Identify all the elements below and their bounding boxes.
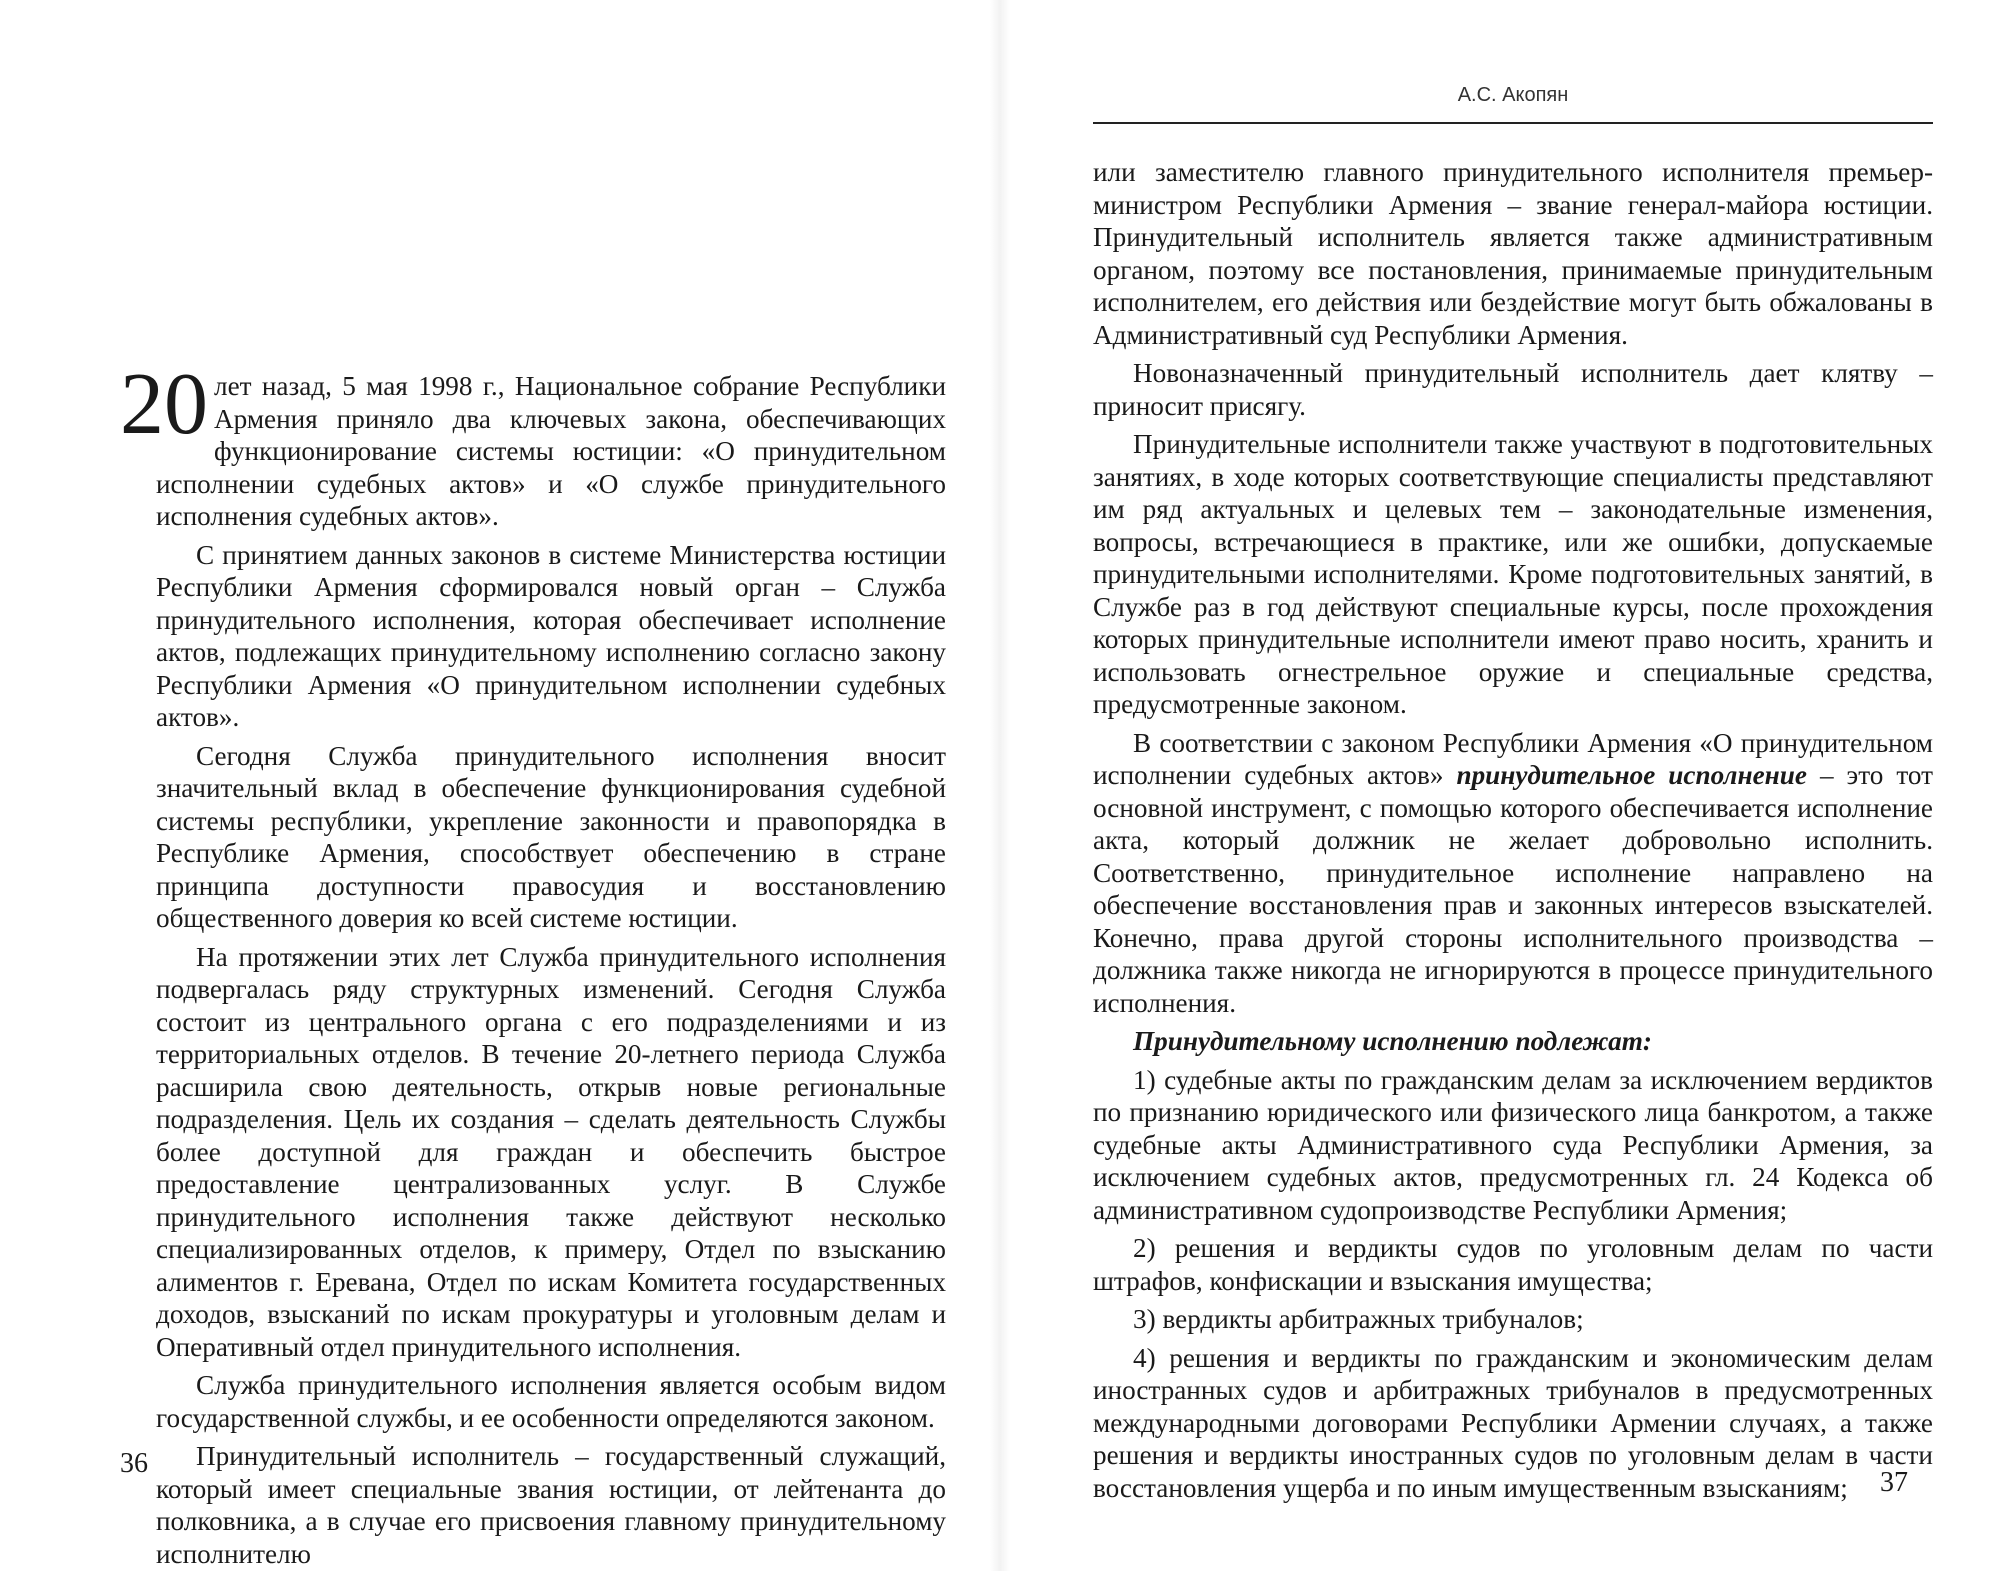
paragraph: На протяжении этих лет Служба принудительного исполнения подвергалась ряду структурных изменений. Сегодня Служба состоит из центрального органа с его подразделениями и из территориальных отделов. В течение 20-летнего периода Служба расширила свою деятельность, открыв новые региональные подразделения. Цель их создания – сделать деятельность Службы более доступной для граждан и обеспечить быстрое предоставление централизованных услуг. В Службе принудительного исполнения также действуют несколько специализированных отделов, к примеру, Отдел по взысканию алиментов г. Еревана, Отдел по искам Комитета государственных доходов, взысканий по искам прокуратуры и уголовным делам и Оперативный отдел принудительного исполнения.	[156, 941, 946, 1362]
header-rule	[1093, 122, 1933, 124]
paragraph	[1093, 727, 1933, 1020]
defined-term: принудительное исполнение	[1456, 760, 1807, 790]
drop-cap: 20	[120, 356, 208, 453]
paragraph: Принудительные исполнители также участвуют в подготовительных занятиях, в ходе которых соответствующие специалисты представляют им ряд актуальных и целевых тем – законодательные изменения, вопросы, встречающиеся в практике, или же ошибки, допускаемые принудительными исполнителями. Кроме подготовительных занятий, в Службе раз в год действуют специальные курсы, после прохождения которых принудительные исполнители имеют право носить, хранить и использовать огнестрельное оружие и специальные средства, предусмотренные законом.	[1093, 429, 1933, 719]
list-item: 1) судебные акты по гражданским делам за исключением вердиктов по признанию юридического или физического лица банкротом, а также судебные акты Административного суда Республики Армения, за исключением судебных актов, предусмотренных гл. 24 Кодекса об административном судопроизводстве Республики Армения;	[1093, 1064, 1933, 1225]
paragraph: С принятием данных законов в системе Министерства юстиции Республики Армения сформировался новый орган – Служба принудительного исполнения, которая обеспечивает исполнение актов, подлежащих принудительному исполнению согласно закону Республики Армения «О принудительном исполнении судебных актов».	[156, 539, 946, 732]
paragraph-text: В соответствии с законом Республики Армения «О принудительном исполнении судебных актов»	[1093, 727, 1933, 790]
left-page	[0, 0, 1000, 1571]
page-number-right: 37	[1880, 1467, 1908, 1498]
running-head-author: А.С. Акопян	[1457, 84, 1569, 106]
list-item: 2) решения и вердикты судов по уголовным делам по части штрафов, конфискации и взыскания имущества;	[1093, 1233, 1933, 1296]
right-page	[1000, 0, 2000, 1571]
opening-paragraph-text: лет назад, 5 мая 1998 г., Национальное собрание Республики Армения приняло два ключевых закона, обеспечивающих функционирование системы юстиции: «О принудительном исполнении судебных актов» и «О службе принудительного исполнения судебных актов».	[156, 371, 946, 531]
continued-paragraph: или заместителю главного принудительного исполнителя премьер-министром Республики Армения – звание генерал-майора юстиции. Принудительный исполнитель является также административным органом, поэтому все постановления, принимаемые принудительным исполнителем, его действия или бездействие могут быть обжалованы в Административный суд Республики Армения.	[1093, 157, 1933, 350]
paragraph: Служба принудительного исполнения является особым видом государственной службы, и ее особенности определяются законом.	[156, 1370, 946, 1433]
list-heading: Принудительному исполнению подлежат:	[1133, 1026, 1652, 1056]
opening-paragraph	[120, 356, 946, 533]
paragraph-text: – это тот основной инструмент, с помощью которого обеспечивается исполнение акта, который должник не желает добровольно исполнить. Соответственно, принудительное исполнение направлено на обеспечение восстановления прав и законных интересов взыскателей. Конечно, права другой стороны исполнительного производства – должника также никогда не игнорируются в процессе принудительного исполнения.	[1093, 760, 1933, 1018]
list-item: 3) вердикты арбитражных трибуналов;	[1133, 1304, 1584, 1334]
right-page-text	[1093, 156, 1933, 1510]
paragraph: Новоназначенный принудительный исполнитель дает клятву – приносит присягу.	[1093, 358, 1933, 421]
page-number-left: 36	[120, 1448, 148, 1479]
list-item: 4) решения и вердикты по гражданским и экономическим делам иностранных судов и арбитражных трибуналов в предусмотренных международными договорами Республики Армении случаях, а также решения и вердикты иностранных судов по уголовным делам в части восстановления ущерба и по иным имущественным взысканиям;	[1093, 1342, 1933, 1503]
paragraph: Сегодня Служба принудительного исполнения вносит значительный вклад в обеспечение функционирования судебной системы республики, укрепление законности и правопорядка в Республике Армения, способствует обеспечению в стране принципа доступности правосудия и восстановлению общественного доверия ко всей системе юстиции.	[156, 740, 946, 933]
paragraph: Принудительный исполнитель – государственный служащий, который имеет специальные звания юстиции, от лейтенанта до полковника, а в случае его присвоения главному принудительному исполнителю	[156, 1441, 946, 1569]
